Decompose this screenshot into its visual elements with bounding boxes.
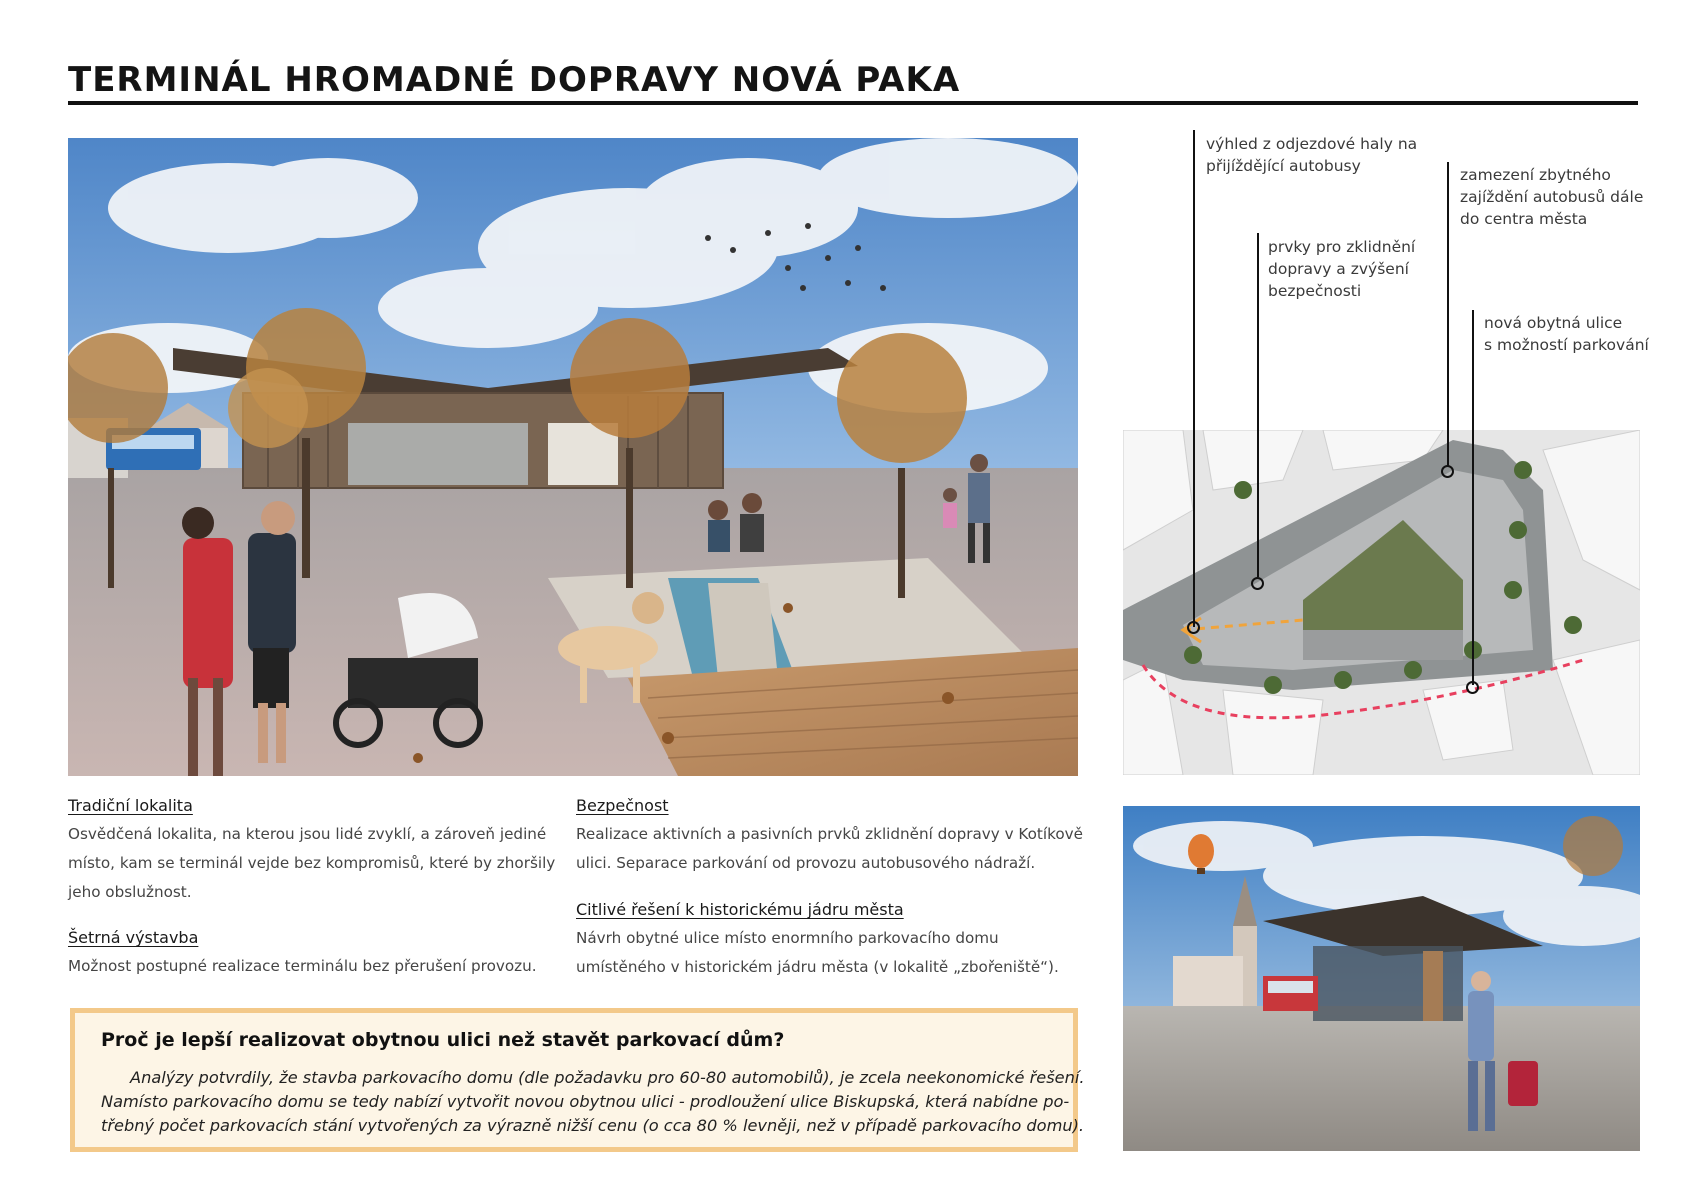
text-safety xyxy=(576,820,1086,878)
info-box-title: Proč je lepší realizovat obytnou ulici než stavět parkovací dům? xyxy=(101,1029,785,1051)
heading-careful-construction: Šetrná výstavba xyxy=(68,928,199,947)
callout-traffic-calming: prvky pro zklidnění dopravy a zvýšení bezpečnosti xyxy=(1268,238,1416,300)
info-box-line: Analýzy potvrdily, že stavba parkovacího domu (dle požadavku pro 60-80 automobilů), je zcela neekonomické řešení. xyxy=(130,1068,1085,1087)
callout-departure-view: výhled z odjezdové haly na přijíždějící autobusy xyxy=(1206,135,1418,175)
page-title: TERMINÁL HROMADNÉ DOPRAVY NOVÁ PAKA xyxy=(68,60,961,100)
text-line: umístěného v historickém jádru města (v lokalitě „zbořeniště“). xyxy=(576,958,1059,976)
hero-render-image xyxy=(68,138,1078,776)
text-line: jeho obslužnost. xyxy=(68,883,192,901)
text-line: Realizace aktivních a pasivních prvků zklidnění dopravy v Kotíkově xyxy=(576,825,1083,843)
marker-1 xyxy=(1187,621,1200,634)
heading-historic-core: Citlivé řešení k historickému jádru města xyxy=(576,900,904,919)
street-render-image xyxy=(1123,806,1640,1151)
leader-line-4 xyxy=(1472,310,1474,685)
info-box-line: Namísto parkovacího domu se tedy nabízí vytvořit novou obytnou ulici - prodloužení ulice Biskupská, která nabídne po- xyxy=(101,1092,1070,1111)
info-box xyxy=(70,1008,1085,1152)
heading-safety: Bezpečnost xyxy=(576,796,669,815)
leader-line-1 xyxy=(1193,130,1195,627)
leader-line-2 xyxy=(1257,233,1259,577)
text-line: Návrh obytné ulice místo enormního parkovacího domu xyxy=(576,929,999,947)
text-line: Osvědčená lokalita, na kterou jsou lidé zvyklí, a zároveň jediné xyxy=(68,825,547,843)
callout-bus-restriction: zamezení zbytného zajíždění autobusů dále do centra města xyxy=(1460,166,1644,228)
aerial-site-plan-image xyxy=(1123,430,1640,775)
callout-residential-street: nová obytná ulice s možností parkování xyxy=(1484,314,1649,354)
text-line: místo, kam se terminál vejde bez kompromisů, které by zhoršily xyxy=(68,854,556,872)
text-traditional-locality xyxy=(68,820,568,907)
text-careful-construction xyxy=(68,952,568,981)
marker-4 xyxy=(1466,681,1479,694)
marker-2 xyxy=(1251,577,1264,590)
heading-traditional-locality: Tradiční lokalita xyxy=(68,796,193,815)
text-line: ulici. Separace parkování od provozu autobusového nádraží. xyxy=(576,854,1036,872)
info-box-line: třebný počet parkovacích stání vytvořených za výrazně nižší cenu (o cca 80 % levněji, než v případě parkovacího domu). xyxy=(101,1116,1085,1135)
marker-3 xyxy=(1441,465,1454,478)
title-rule xyxy=(68,101,1638,105)
text-line: Možnost postupné realizace terminálu bez přerušení provozu. xyxy=(68,957,537,975)
leader-line-3 xyxy=(1447,162,1449,466)
text-historic-core xyxy=(576,924,1086,982)
